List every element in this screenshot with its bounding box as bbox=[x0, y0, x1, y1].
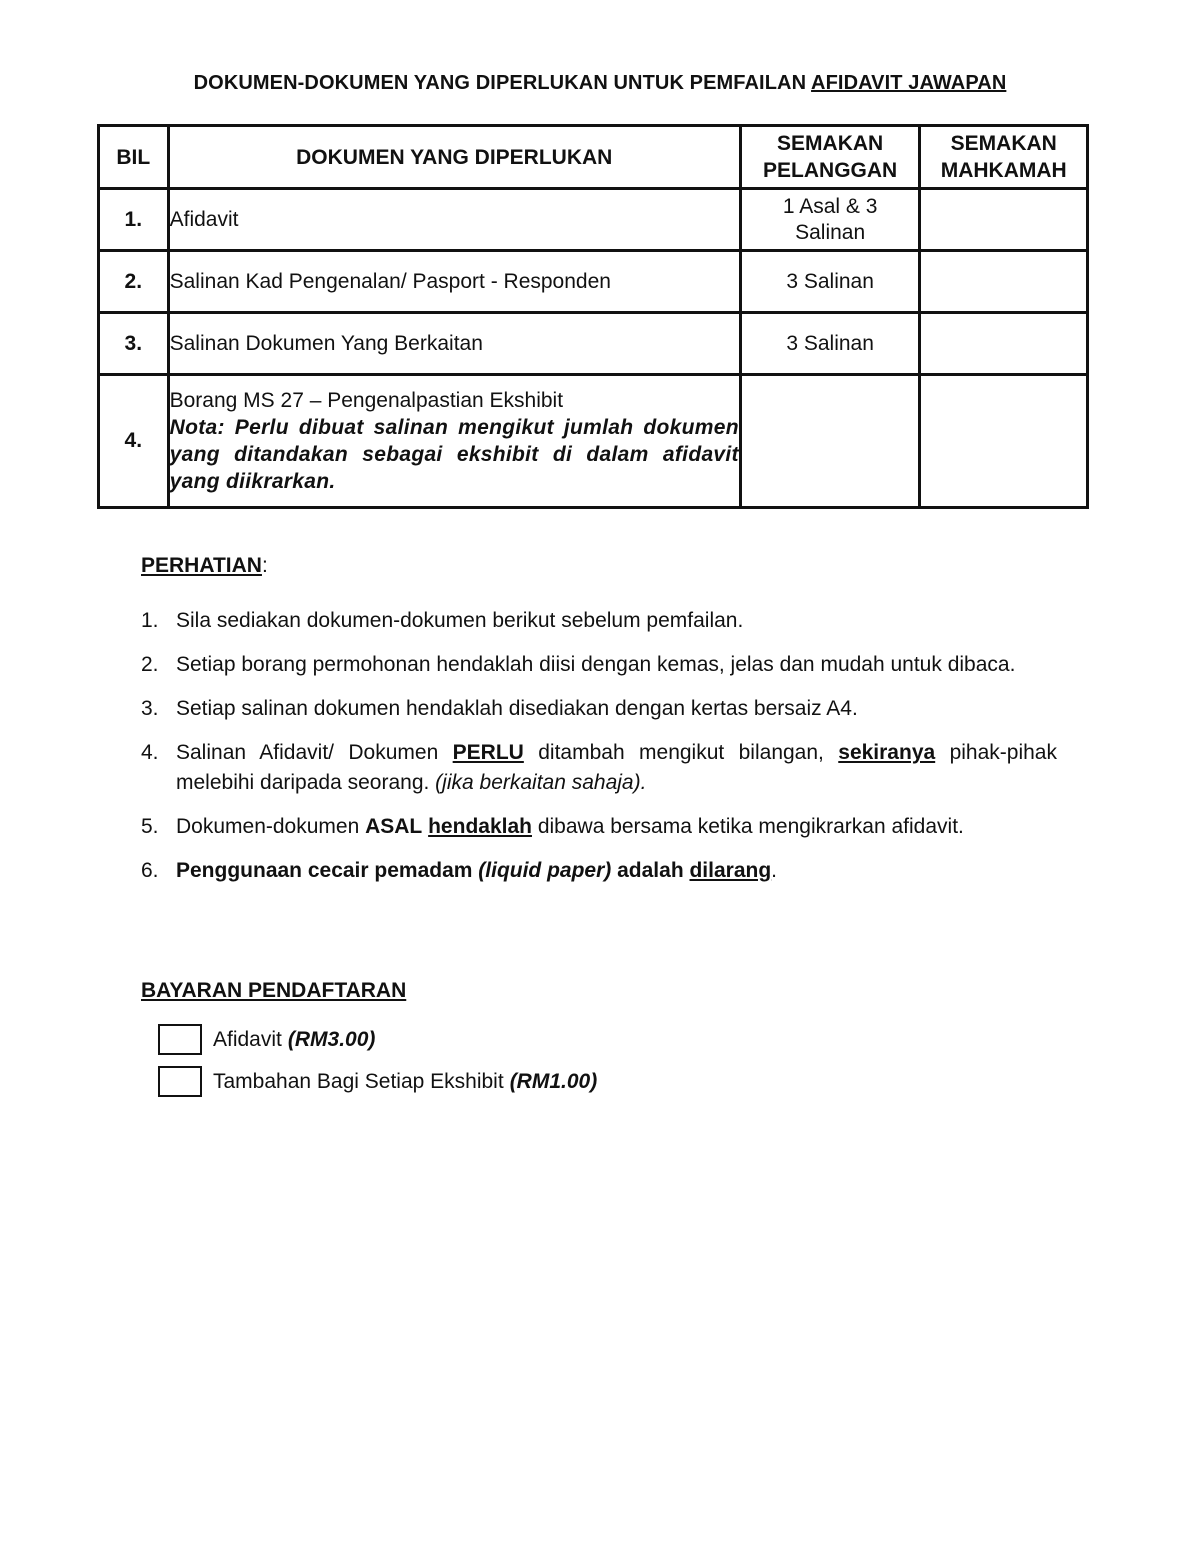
page-title-underlined: AFIDAVIT JAWAPAN bbox=[811, 72, 1007, 94]
list-item-number: 5. bbox=[141, 815, 159, 838]
table-header-row bbox=[99, 126, 1088, 189]
fee-amount: (RM1.00) bbox=[509, 1069, 598, 1093]
emphasis-asal: ASAL bbox=[365, 815, 423, 838]
row-document: Salinan Dokumen Yang Berkaitan bbox=[168, 313, 740, 375]
fees-heading: BAYARAN PENDAFTARAN bbox=[141, 979, 407, 1002]
row-bil: 3. bbox=[99, 313, 169, 375]
row-court-check[interactable] bbox=[920, 375, 1088, 508]
row-document-note: Nota: Perlu dibuat salinan mengikut jumlah dokumen yang ditandakan sebagai ekshibit di dalam afidavit yang diikrarkan. bbox=[169, 416, 739, 493]
row-customer-check bbox=[740, 189, 920, 251]
row-customer-check-line1: 1 Asal & 3 bbox=[782, 194, 878, 218]
row-customer-check[interactable] bbox=[740, 375, 920, 508]
emphasis-hendaklah: hendaklah bbox=[428, 815, 532, 838]
item-text-part: Dokumen-dokumen bbox=[176, 815, 366, 838]
list-item-text bbox=[176, 741, 1057, 794]
row-document: Borang MS 27 – Pengenalpastian Ekshibit bbox=[169, 389, 564, 412]
list-item bbox=[141, 812, 1057, 842]
table-row bbox=[99, 251, 1088, 313]
table-row bbox=[99, 313, 1088, 375]
list-item-text bbox=[176, 859, 777, 882]
row-document-with-note bbox=[168, 375, 740, 508]
item-text-part: dibawa bersama ketika mengikrarkan afidavit. bbox=[531, 815, 964, 838]
list-item-text bbox=[176, 815, 964, 838]
row-bil: 1. bbox=[99, 189, 169, 251]
row-bil: 2. bbox=[99, 251, 169, 313]
page-title bbox=[0, 72, 1200, 95]
list-item-number: 3. bbox=[141, 697, 159, 720]
notice-heading bbox=[141, 554, 268, 578]
item-text-bold: Penggunaan cecair pemadam bbox=[176, 859, 479, 882]
fee-checkbox[interactable] bbox=[158, 1066, 202, 1097]
fee-item-exhibit bbox=[158, 1066, 597, 1097]
row-bil: 4. bbox=[99, 375, 169, 508]
list-item bbox=[141, 606, 1057, 636]
row-customer-check-line2: Salinan bbox=[795, 220, 866, 244]
item-text-part: Salinan Afidavit/ Dokumen bbox=[176, 741, 453, 764]
item-text-part: ditambah mengikut bilangan, bbox=[523, 741, 839, 764]
header-court-check-line1: SEMAKAN bbox=[950, 132, 1057, 155]
required-documents-table bbox=[97, 124, 1089, 509]
notice-heading-colon: : bbox=[261, 554, 268, 577]
row-court-check[interactable] bbox=[920, 251, 1088, 313]
fee-label: Afidavit bbox=[213, 1027, 282, 1051]
item-text-part: pihak-pihak melebihi daripada seorang. bbox=[176, 741, 1057, 794]
notice-heading-text: PERHATIAN bbox=[141, 554, 262, 577]
header-court-check-line2: MAHKAMAH bbox=[940, 159, 1067, 182]
fee-checkbox[interactable] bbox=[158, 1024, 202, 1055]
notice-list bbox=[141, 606, 1057, 900]
list-item bbox=[141, 856, 1057, 886]
row-customer-check: 3 Salinan bbox=[740, 251, 920, 313]
item-italic-note: (jika berkaitan sahaja). bbox=[435, 771, 647, 794]
list-item bbox=[141, 650, 1057, 680]
list-item bbox=[141, 694, 1057, 724]
list-item-number: 1. bbox=[141, 609, 159, 632]
emphasis-sekiranya: sekiranya bbox=[838, 741, 936, 764]
emphasis-perlu: PERLU bbox=[452, 741, 524, 764]
header-court-check bbox=[920, 126, 1088, 189]
list-item-number: 2. bbox=[141, 653, 159, 676]
row-court-check[interactable] bbox=[920, 313, 1088, 375]
item-text-bold: adalah bbox=[611, 859, 690, 882]
page-title-text: DOKUMEN-DOKUMEN YANG DIPERLUKAN UNTUK PEMFAILAN bbox=[193, 72, 812, 94]
list-item-text: Setiap borang permohonan hendaklah diisi dengan kemas, jelas dan mudah untuk dibaca. bbox=[176, 653, 1016, 676]
header-customer-check-line2: PELANGGAN bbox=[763, 159, 898, 182]
row-court-check[interactable] bbox=[920, 189, 1088, 251]
header-bil: BIL bbox=[99, 126, 169, 189]
list-item-text: Sila sediakan dokumen-dokumen berikut sebelum pemfailan. bbox=[176, 609, 744, 632]
row-document: Salinan Kad Pengenalan/ Pasport - Responden bbox=[168, 251, 740, 313]
row-document: Afidavit bbox=[168, 189, 740, 251]
item-text-end: . bbox=[771, 859, 778, 882]
header-customer-check bbox=[740, 126, 920, 189]
header-customer-check-line1: SEMAKAN bbox=[777, 132, 884, 155]
fee-item-afidavit bbox=[158, 1024, 375, 1055]
table-row bbox=[99, 189, 1088, 251]
list-item-number: 6. bbox=[141, 859, 159, 882]
emphasis-dilarang: dilarang bbox=[689, 859, 772, 882]
list-item bbox=[141, 738, 1057, 798]
list-item-text: Setiap salinan dokumen hendaklah disediakan dengan kertas bersaiz A4. bbox=[176, 697, 858, 720]
list-item-number: 4. bbox=[141, 741, 159, 764]
row-customer-check: 3 Salinan bbox=[740, 313, 920, 375]
table-row bbox=[99, 375, 1088, 508]
item-text-bold-italic: (liquid paper) bbox=[478, 859, 612, 882]
fee-label: Tambahan Bagi Setiap Ekshibit bbox=[213, 1069, 504, 1093]
fee-amount: (RM3.00) bbox=[287, 1027, 376, 1051]
header-documents: DOKUMEN YANG DIPERLUKAN bbox=[168, 126, 740, 189]
